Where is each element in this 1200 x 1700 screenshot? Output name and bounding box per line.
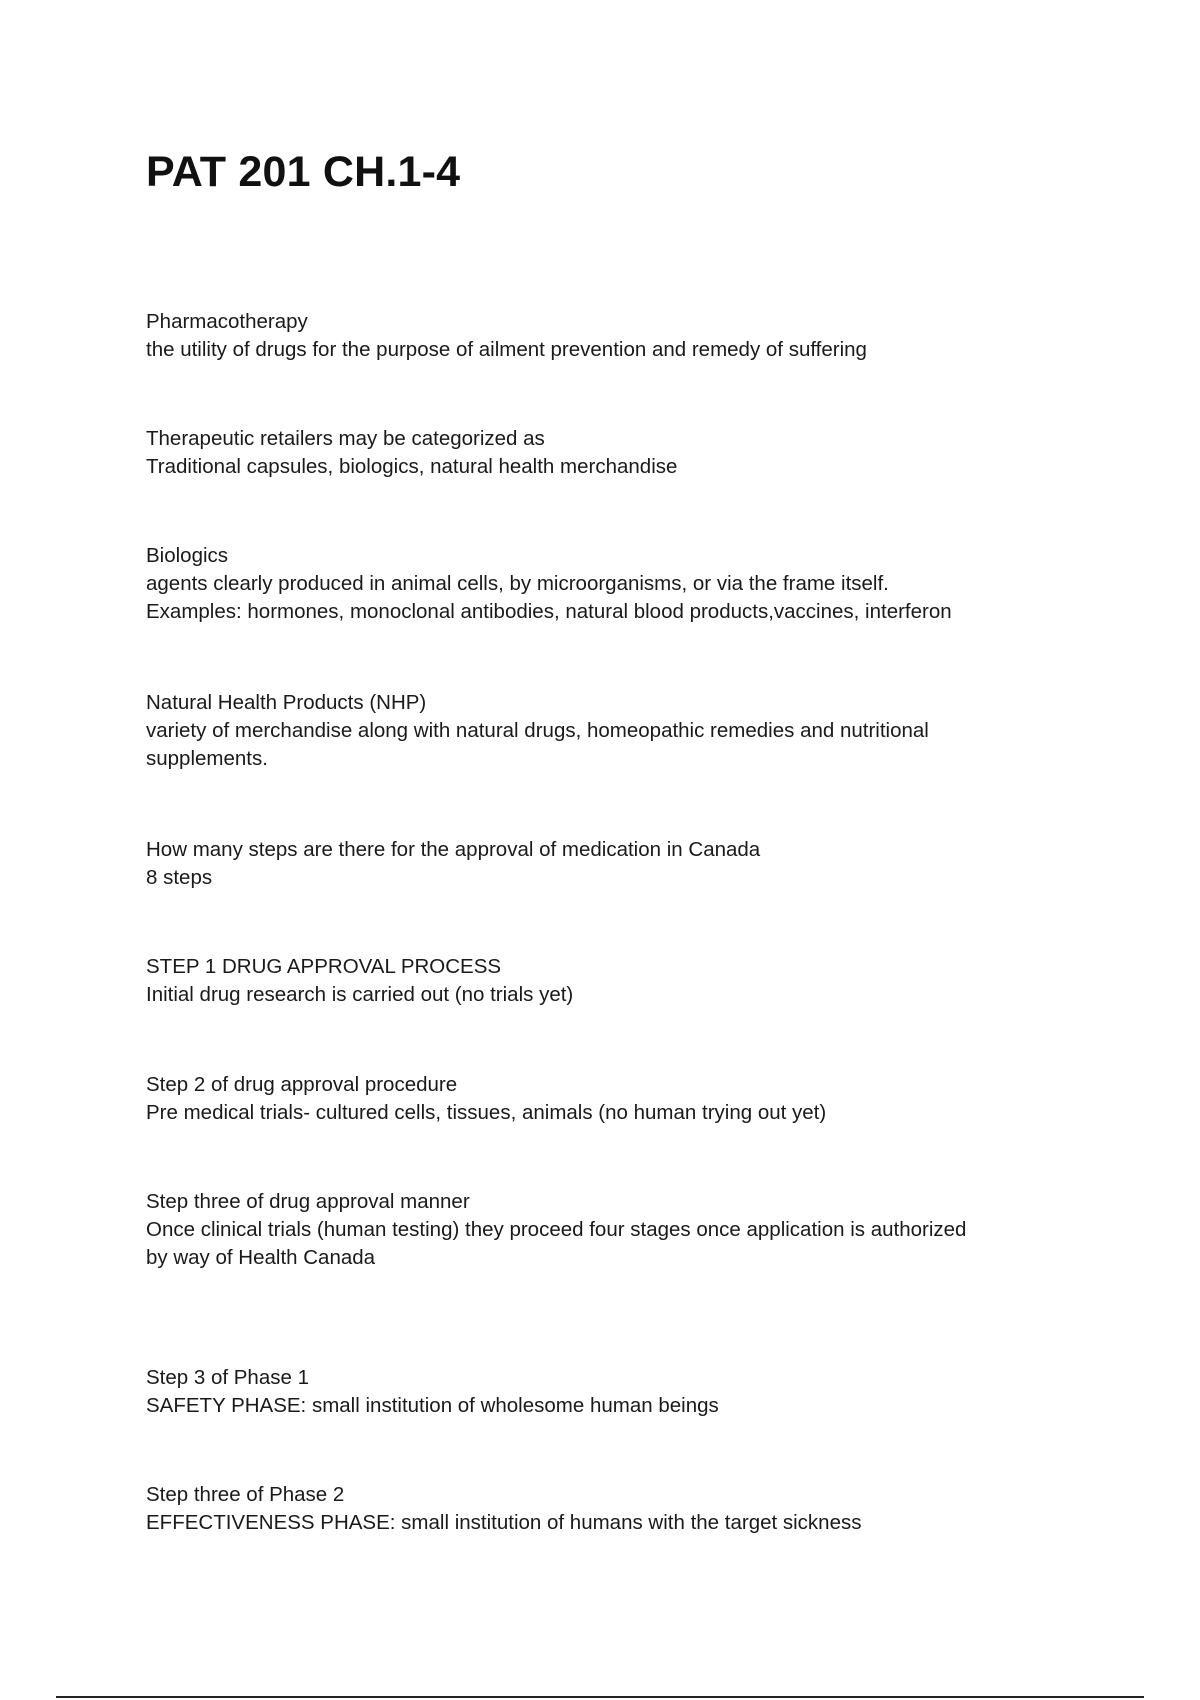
entry-term: Step three of drug approval manner bbox=[146, 1190, 470, 1213]
entry-term: Therapeutic retailers may be categorized as bbox=[146, 427, 545, 450]
entry-term: Step three of Phase 2 bbox=[146, 1483, 345, 1506]
entry-definition: Initial drug research is carried out (no trials yet) bbox=[146, 983, 574, 1006]
flashcard-entry bbox=[146, 1071, 1066, 1127]
flashcard-entry bbox=[146, 689, 1066, 773]
flashcard-entry bbox=[146, 425, 1066, 481]
entry-term: STEP 1 DRUG APPROVAL PROCESS bbox=[146, 955, 502, 978]
flashcard-entry bbox=[146, 1364, 1066, 1420]
flashcard-entry bbox=[146, 1188, 1066, 1272]
entry-term: Biologics bbox=[146, 544, 229, 567]
flashcard-entry bbox=[146, 836, 1066, 892]
flashcard-entry bbox=[146, 542, 1066, 626]
entry-definition: 8 steps bbox=[146, 866, 213, 889]
entry-definition: Traditional capsules, biologics, natural health merchandise bbox=[146, 455, 678, 478]
footer-divider bbox=[56, 1696, 1144, 1698]
entry-definition: Pre medical trials- cultured cells, tissues, animals (no human trying out yet) bbox=[146, 1101, 827, 1124]
entry-definition: the utility of drugs for the purpose of ailment prevention and remedy of suffering bbox=[146, 338, 867, 361]
entry-definition: agents clearly produced in animal cells, by microorganisms, or via the frame itself. Examples: hormones, monoclonal antibodies, natural blood products,vaccines, interferon bbox=[146, 572, 952, 623]
entry-definition: Once clinical trials (human testing) they proceed four stages once application is authorized by way of Health Canada bbox=[146, 1218, 967, 1269]
flashcard-entry bbox=[146, 953, 1066, 1009]
flashcard-entry bbox=[146, 1481, 1066, 1537]
flashcard-entry bbox=[146, 308, 1066, 364]
entry-term: Step 2 of drug approval procedure bbox=[146, 1073, 458, 1096]
entry-term: Pharmacotherapy bbox=[146, 310, 308, 333]
document-title: PAT 201 CH.1-4 bbox=[146, 148, 461, 196]
entry-definition: variety of merchandise along with natural drugs, homeopathic remedies and nutritional supplements. bbox=[146, 719, 929, 770]
entry-term: Natural Health Products (NHP) bbox=[146, 691, 427, 714]
entry-term: How many steps are there for the approval of medication in Canada bbox=[146, 838, 761, 861]
entry-term: Step 3 of Phase 1 bbox=[146, 1366, 309, 1389]
entry-definition: EFFECTIVENESS PHASE: small institution of humans with the target sickness bbox=[146, 1511, 862, 1534]
entry-definition: SAFETY PHASE: small institution of wholesome human beings bbox=[146, 1394, 719, 1417]
